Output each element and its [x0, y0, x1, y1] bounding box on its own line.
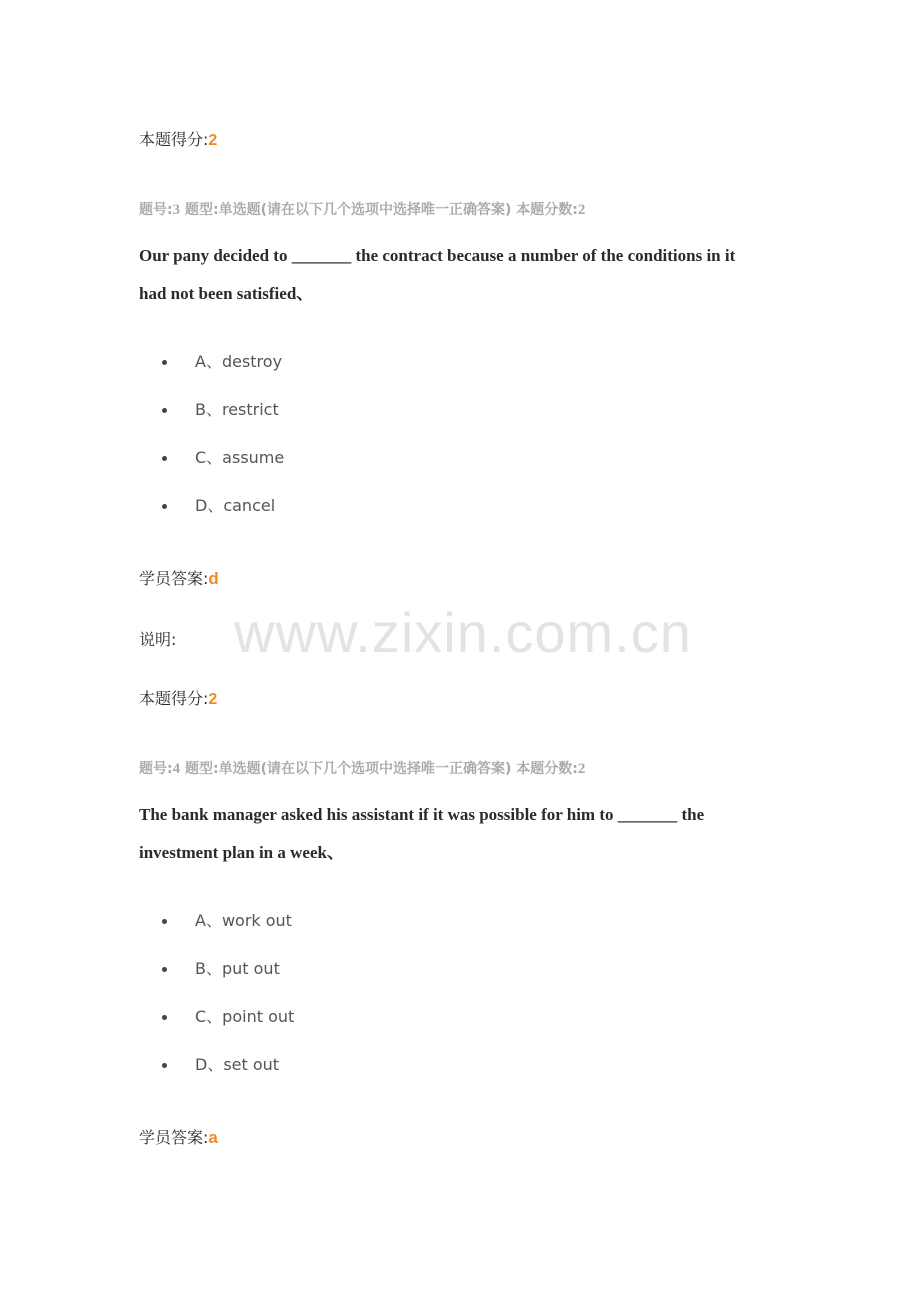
student-answer	[139, 1125, 218, 1148]
option-label: C、point out	[195, 1007, 295, 1026]
bullet-icon	[162, 919, 167, 924]
answer-label: 学员答案:	[139, 1128, 209, 1147]
score-label: 本题得分:	[139, 130, 209, 149]
question-number: 4	[172, 761, 181, 777]
option-label: D、cancel	[195, 496, 276, 515]
option-b[interactable]	[139, 957, 294, 1005]
option-a[interactable]	[139, 350, 284, 398]
question-score	[139, 127, 217, 150]
question-points: 2	[577, 202, 586, 218]
watermark: www.zixin.com.cn	[234, 601, 692, 664]
option-d[interactable]	[139, 1053, 294, 1101]
option-label: D、set out	[195, 1055, 280, 1074]
bullet-icon	[162, 408, 167, 413]
option-label: B、restrict	[195, 400, 279, 419]
question-points: 2	[577, 761, 586, 777]
option-label: B、put out	[195, 959, 280, 978]
question-meta	[139, 758, 585, 778]
bullet-icon	[162, 967, 167, 972]
question-text-line: investment plan in a week、	[139, 843, 344, 862]
question-type: 题型:单选题(请在以下几个选项中选择唯一正确答案) 本题分数:	[180, 202, 578, 218]
bullet-icon	[162, 1063, 167, 1068]
question-number-label: 题号:	[139, 761, 173, 777]
answer-value: a	[208, 1128, 218, 1147]
bullet-icon	[162, 360, 167, 365]
option-b[interactable]	[139, 398, 284, 446]
score-label: 本题得分:	[139, 689, 209, 708]
question-text-line: Our pany decided to _______ the contract because a number of the conditions in it	[139, 246, 736, 265]
question-meta	[139, 199, 585, 219]
answer-label: 学员答案:	[139, 569, 209, 588]
bullet-icon	[162, 1015, 167, 1020]
option-a[interactable]	[139, 909, 294, 957]
question-text	[139, 796, 779, 872]
explanation-label: 说明:	[139, 630, 177, 649]
question-number: 3	[172, 202, 181, 218]
question-number-label: 题号:	[139, 202, 173, 218]
option-label: A、destroy	[195, 352, 283, 371]
option-c[interactable]	[139, 446, 284, 494]
option-c[interactable]	[139, 1005, 294, 1053]
answer-value: d	[208, 569, 219, 588]
question-text-line: The bank manager asked his assistant if it was possible for him to _______ the	[139, 805, 705, 824]
option-list	[139, 909, 294, 1101]
question-text-line: had not been satisfied、	[139, 284, 314, 303]
option-label: A、work out	[195, 911, 292, 930]
option-label: C、assume	[195, 448, 285, 467]
student-answer	[139, 566, 219, 589]
bullet-icon	[162, 504, 167, 509]
question-text	[139, 237, 779, 313]
score-value: 2	[208, 691, 218, 708]
question-type: 题型:单选题(请在以下几个选项中选择唯一正确答案) 本题分数:	[180, 761, 578, 777]
option-list	[139, 350, 284, 542]
question-score	[139, 686, 217, 709]
option-d[interactable]	[139, 494, 284, 542]
score-value: 2	[208, 132, 218, 149]
bullet-icon	[162, 456, 167, 461]
